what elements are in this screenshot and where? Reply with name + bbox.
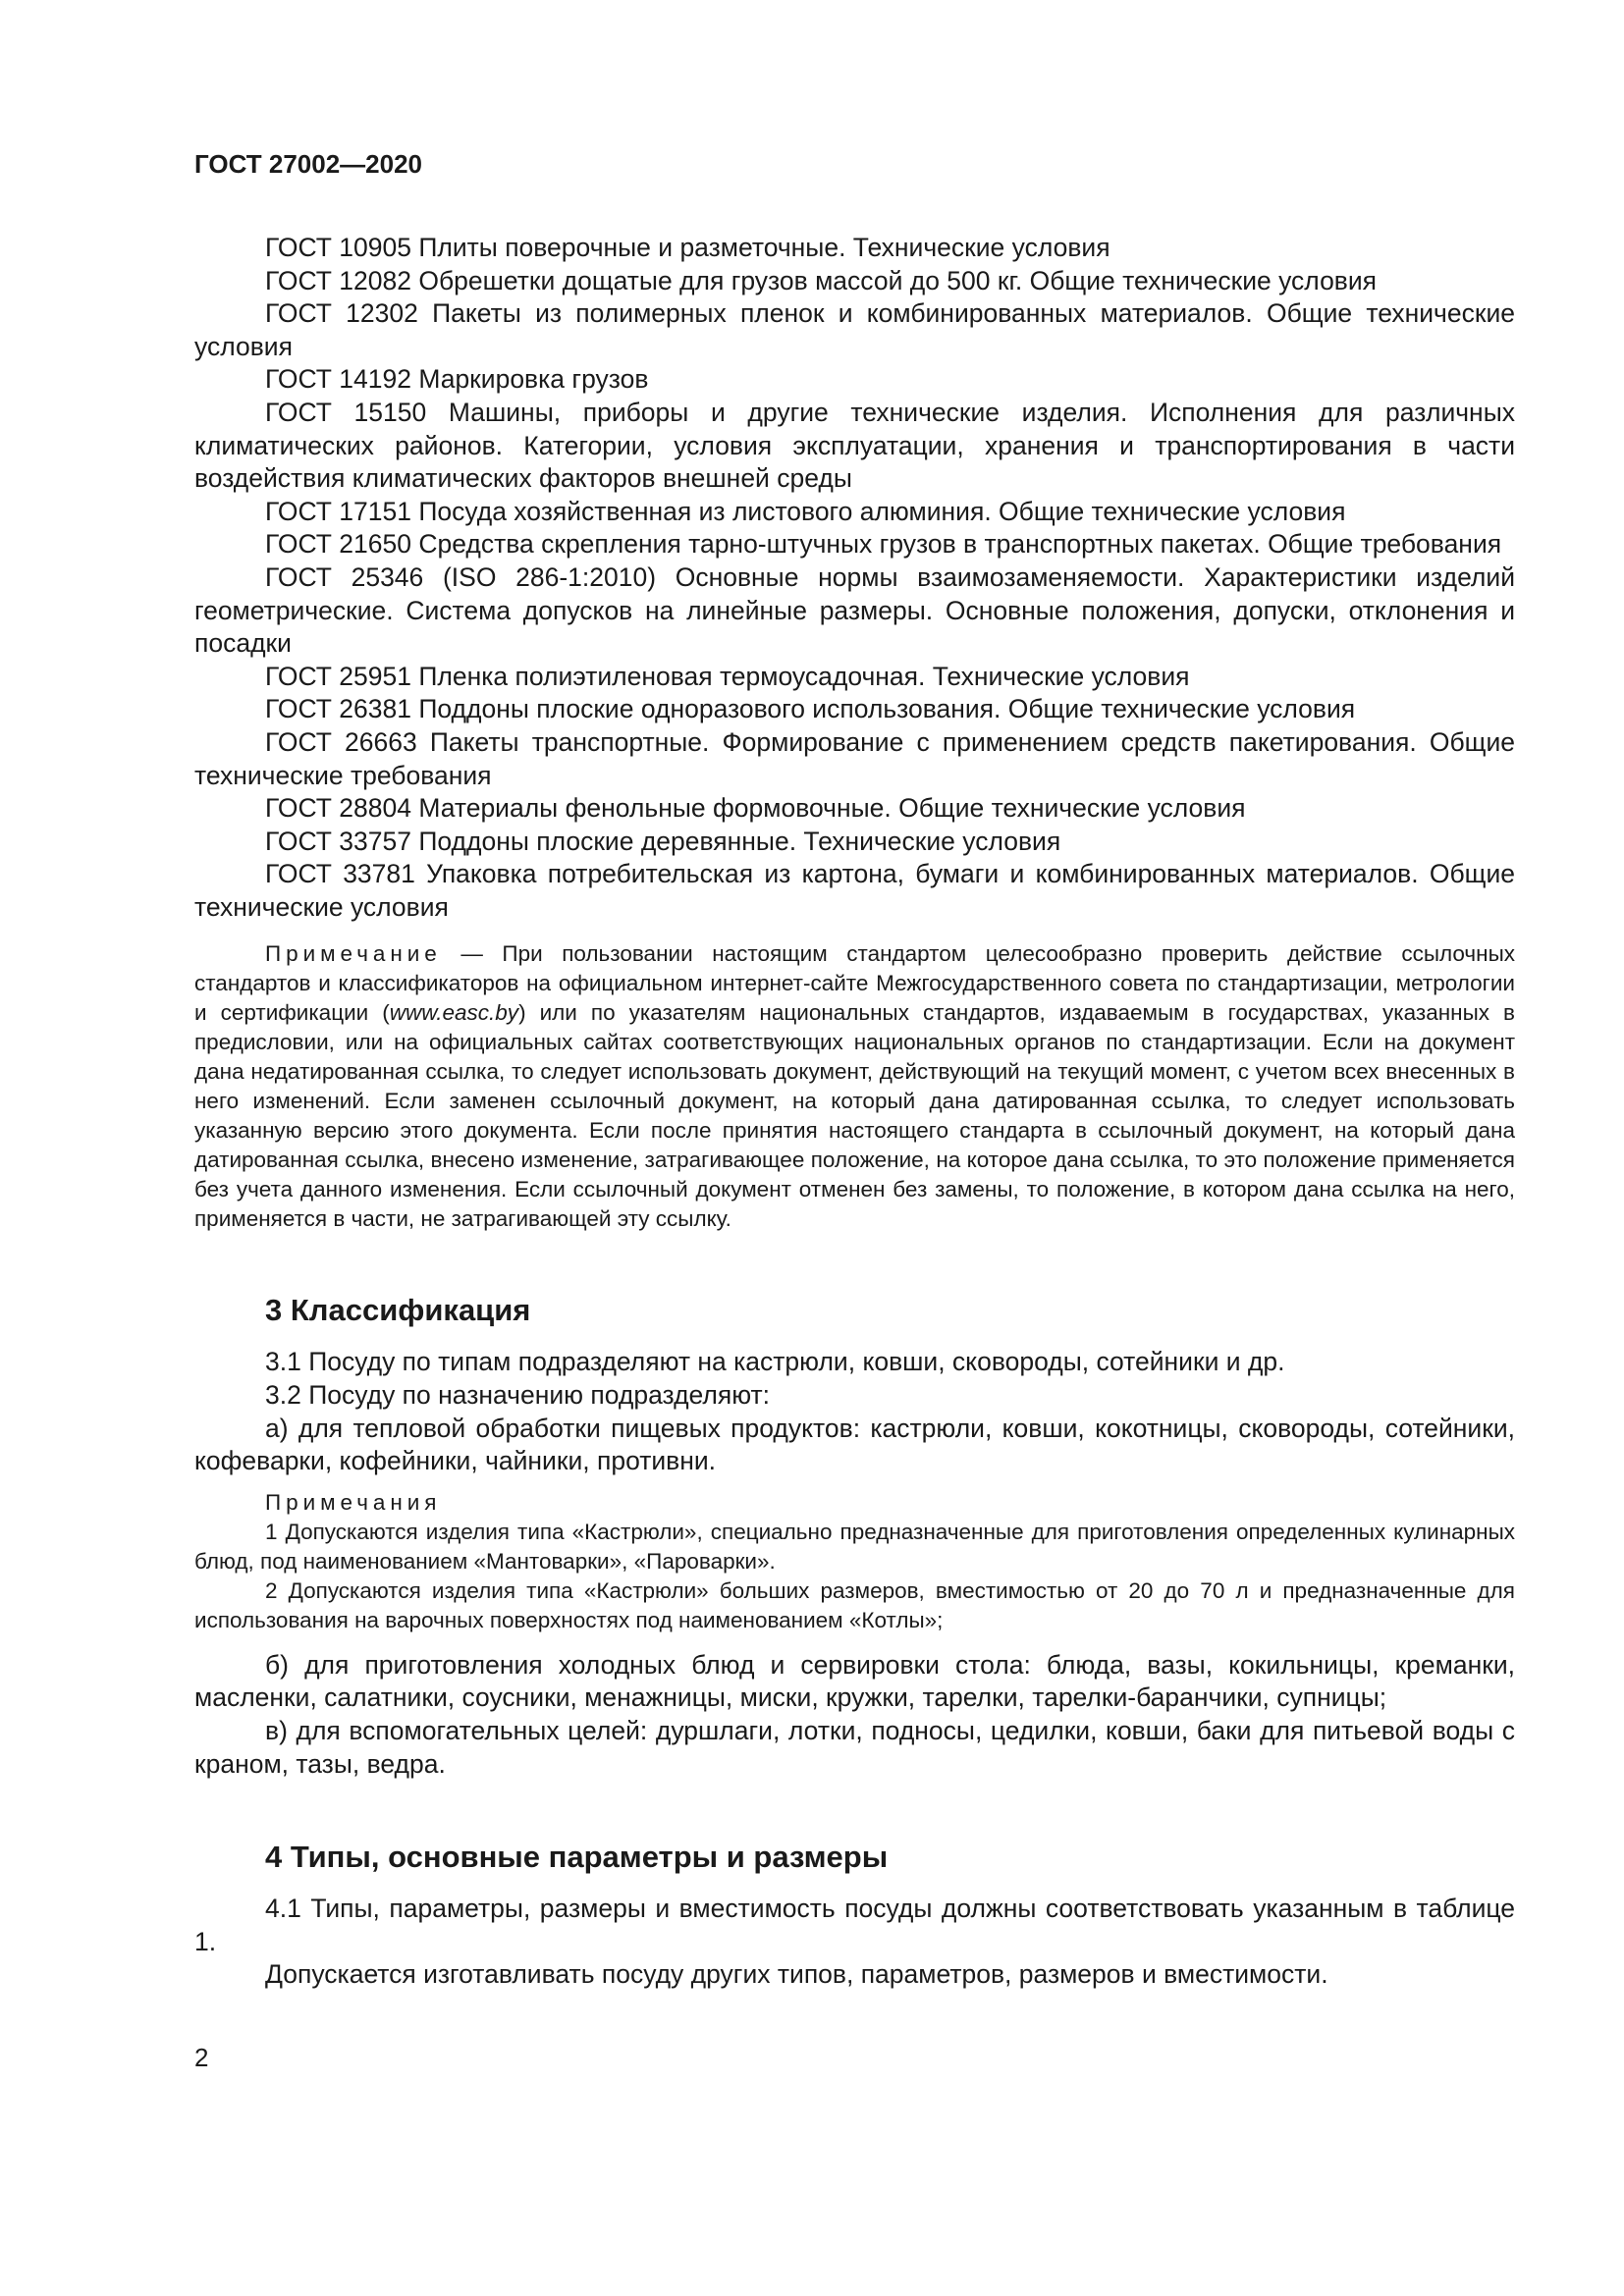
document-header: ГОСТ 27002—2020 — [194, 149, 422, 179]
reference-item: ГОСТ 12302 Пакеты из полимерных пленок и комбинированных материалов. Общие технические условия — [194, 298, 1515, 361]
paragraph-3-2: 3.2 Посуду по назначению подразделяют: — [265, 1380, 771, 1411]
references-note-text — [194, 939, 1515, 1234]
reference-item: ГОСТ 28804 Материалы фенольные формовочные. Общие технические условия — [265, 793, 1246, 824]
paragraph-3-2-v: в) для вспомогательных целей: дуршлаги, лотки, подносы, цедилки, ковши, баки для питьевой воды с краном, тазы, ведра. — [194, 1716, 1515, 1779]
reference-item: ГОСТ 25346 (ISO 286-1:2010) Основные нормы взаимозаменяемости. Характеристики изделий геометрические. Система допусков на линейные размеры. Основные положения, допуски, отклонения и посадки — [194, 561, 1515, 659]
references-list — [194, 232, 1515, 924]
paragraph-4-1-extra: Допускается изготавливать посуду других типов, параметров, размеров и вместимости. — [265, 1959, 1328, 1990]
reference-item: ГОСТ 26381 Поддоны плоские одноразового использования. Общие технические условия — [265, 694, 1356, 724]
note-1: 1 Допускаются изделия типа «Кастрюли», специально предназначенные для приготовления определенных кулинарных блюд, под наименованием «Мантоварки», «Пароварки». — [194, 1519, 1515, 1574]
section-3-title: 3 Классификация — [265, 1293, 531, 1328]
reference-item: ГОСТ 12082 Обрешетки дощатые для грузов массой до 500 кг. Общие технические условия — [265, 265, 1378, 295]
section-4-title: 4 Типы, основные параметры и размеры — [265, 1840, 889, 1875]
note-2: 2 Допускаются изделия типа «Кастрюли» больших размеров, вместимостью от 20 до 70 л и предназначенные для использования на варочных поверхностях под наименованием «Котлы»; — [194, 1577, 1515, 1632]
note-text-part2: ) или по указателям национальных стандартов, издаваемым в государствах, указанных в предисловии, или на официальных сайтах соответствующих национальных органов по стандартизации. Если на документ дана недатированная ссылка, то следует использовать документ, действующий на текущий момент, с учетом всех внесенных в него изменений. Если заменен ссылочный документ, на который дана датированная ссылка, то следует использовать указанную версию этого документа. Если после принятия настоящего стандарта в ссылочный документ, на который дана датированная ссылка, внесено изменение, затрагивающее положение, на которое дана ссылка, то это положение применяется без учета данного изменения. Если ссылочный документ отменен без замены, то положение, в котором дана ссылка на него, применяется в части, не затрагивающей эту ссылку. — [194, 1000, 1515, 1232]
reference-item: ГОСТ 21650 Средства скрепления тарно-штучных грузов в транспортных пакетах. Общие требования — [265, 529, 1502, 560]
reference-item: ГОСТ 14192 Маркировка грузов — [265, 364, 649, 395]
paragraph-4-1: 4.1 Типы, параметры, размеры и вместимость посуды должны соответствовать указанным в таблице 1. — [194, 1894, 1515, 1956]
reference-item: ГОСТ 17151 Посуда хозяйственная из листового алюминия. Общие технические условия — [265, 496, 1346, 526]
notes-title: Примечания — [265, 1489, 442, 1515]
reference-item: ГОСТ 33757 Поддоны плоские деревянные. Технические условия — [265, 826, 1061, 856]
paragraph-3-2-b: б) для приготовления холодных блюд и сервировки стола: блюда, вазы, кокильницы, креманки, масленки, салатники, соусники, менажницы, миски, кружки, тарелки, тарелки-баранчики, супницы; — [194, 1649, 1515, 1713]
paragraph-3-1: 3.1 Посуду по типам подразделяют на кастрюли, ковши, сковороды, сотейники и др. — [265, 1347, 1285, 1377]
easc-link[interactable]: www.easc.by — [389, 1000, 519, 1026]
reference-item: ГОСТ 25951 Пленка полиэтиленовая термоусадочная. Технические условия — [265, 661, 1190, 691]
references-note — [194, 939, 1515, 1234]
reference-item: ГОСТ 33781 Упаковка потребительская из картона, бумаги и комбинированных материалов. Общие технические условия — [194, 859, 1515, 922]
page-number: 2 — [194, 2043, 209, 2072]
note-label: Примечание — [265, 941, 442, 967]
document-page — [194, 147, 1515, 1992]
reference-item: ГОСТ 26663 Пакеты транспортные. Формирование с применением средств пакетирования. Общие технические требования — [194, 726, 1515, 790]
paragraph-3-2-a: а) для тепловой обработки пищевых продуктов: кастрюли, ковши, кокотницы, сковороды, сотейники, кофеварки, кофейники, чайники, противни. — [194, 1413, 1515, 1476]
note-text-part1: — При пользовании настоящим стандартом целесообразно проверить действие ссылочных стандартов и классификаторов на официальном интернет-сайте Межгосударственного совета по стандартизации, метрологии и сертификации ( — [194, 941, 1515, 1026]
reference-item: ГОСТ 15150 Машины, приборы и другие технические изделия. Исполнения для различных климатических районов. Категории, условия эксплуатации, хранения и транспортирования в части воздействия климатических факторов внешней среды — [194, 397, 1515, 494]
reference-item: ГОСТ 10905 Плиты поверочные и разметочные. Технические условия — [265, 233, 1110, 262]
